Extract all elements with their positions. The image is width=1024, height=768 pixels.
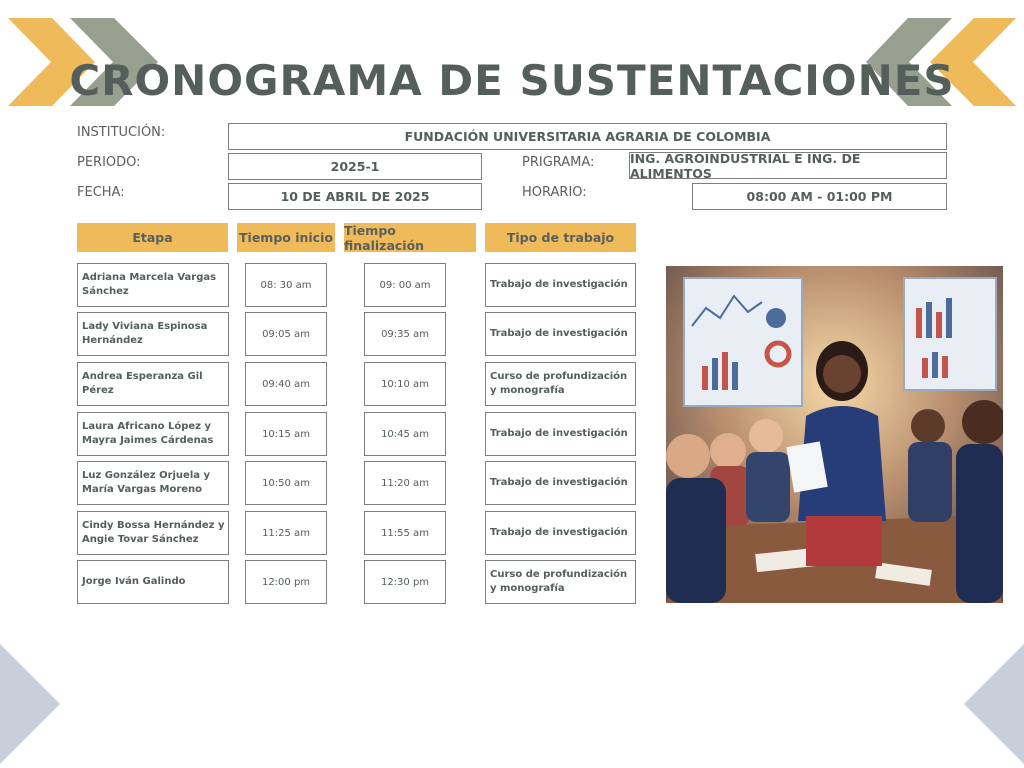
row-name: Luz González Orjuela y María Vargas Moreno [77,461,229,505]
row-start: 11:25 am [245,511,327,555]
row-end: 11:55 am [364,511,446,555]
row-end: 10:45 am [364,412,446,456]
row-type: Trabajo de investigación [485,511,636,555]
header-etapa: Etapa [77,223,228,252]
row-end: 09: 00 am [364,263,446,307]
row-end: 09:35 am [364,312,446,356]
row-name: Jorge Iván Galindo [77,560,229,604]
institucion-label: INSTITUCIÓN: [77,125,166,140]
periodo-label: PERIODO: [77,155,141,170]
row-start: 12:00 pm [245,560,327,604]
programa-value: ING. AGROINDUSTRIAL E ING. DE ALIMENTOS [629,152,947,179]
institucion-value: FUNDACIÓN UNIVERSITARIA AGRARIA DE COLOMBIA [228,123,947,150]
periodo-value: 2025-1 [228,153,482,180]
chart-screen-right [904,278,996,390]
horario-label: HORARIO: [522,185,587,200]
row-start: 09:40 am [245,362,327,406]
presentation-illustration [666,266,1003,603]
page-title: CRONOGRAMA DE SUSTENTACIONES [69,56,955,105]
row-type: Trabajo de investigación [485,412,636,456]
row-start: 10:50 am [245,461,327,505]
row-type: Trabajo de investigación [485,263,636,307]
row-name: Andrea Esperanza Gil Pérez [77,362,229,406]
row-type: Curso de profundización y monografía [485,362,636,406]
row-name: Adriana Marcela Vargas Sánchez [77,263,229,307]
row-end: 10:10 am [364,362,446,406]
bottom-right-triangle-decoration [960,640,1024,768]
row-start: 08: 30 am [245,263,327,307]
row-name: Cindy Bossa Hernández y Angie Tovar Sánchez [77,511,229,555]
row-type: Trabajo de investigación [485,461,636,505]
row-start: 09:05 am [245,312,327,356]
header-tipo-trabajo: Tipo de trabajo [485,223,636,252]
row-name: Lady Viviana Espinosa Hernández [77,312,229,356]
fecha-label: FECHA: [77,185,125,200]
bottom-left-triangle-decoration [0,640,64,768]
row-start: 10:15 am [245,412,327,456]
programa-label: PRIGRAMA: [522,155,595,170]
header-tiempo-inicio: Tiempo inicio [237,223,335,252]
row-end: 11:20 am [364,461,446,505]
horario-value: 08:00 AM - 01:00 PM [692,183,947,210]
header-tiempo-finalizacion: Tiempo finalización [344,223,476,252]
row-name: Laura Africano López y Mayra Jaimes Cárdenas [77,412,229,456]
chart-screen-left [684,278,802,406]
row-type: Trabajo de investigación [485,312,636,356]
fecha-value: 10 DE ABRIL DE 2025 [228,183,482,210]
row-end: 12:30 pm [364,560,446,604]
row-type: Curso de profundización y monografía [485,560,636,604]
